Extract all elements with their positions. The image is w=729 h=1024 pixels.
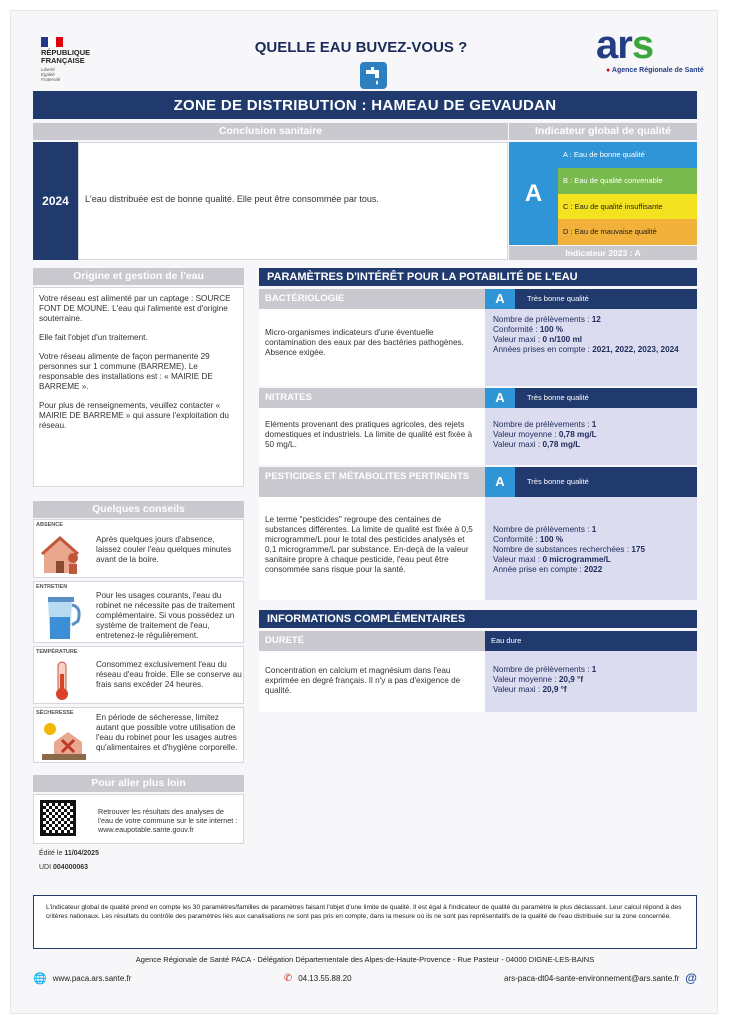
drought-icon: [40, 720, 86, 765]
origin-box: [33, 287, 244, 487]
republique-text: RÉPUBLIQUE FRANÇAISE: [41, 48, 91, 65]
ars-logo: ars ● Agence Régionale de Santé: [596, 23, 704, 74]
stats-box: Nombre de prélèvements : 1 Valeur moyenne : 20,9 °f Valeur maxi : 20,9 °f: [485, 651, 697, 712]
phone-number[interactable]: 04.13.55.88.20: [298, 973, 352, 983]
stats-box: Nombre de prélèvements : 1 Conformité : 100 % Nombre de substances recherchées : 175 Valeur maxi : 0 microgramme/L Année prise en compte : 2022: [485, 497, 697, 600]
filter-jug-icon: [42, 595, 82, 646]
website-link[interactable]: www.paca.ars.sante.fr: [52, 973, 132, 983]
note-text: L'indicateur global de qualité prend en compte les 30 paramètres/familles de paramètres faisant l'objet d'une limite de qualité. Il est égal à l'indicateur de qualité du paramètre le plus déclassant. Leur calcul répond à des critères nationaux. Les résultats du contrôle des paramètres liés aux canalisations ne sont pas pris en compte, dans la mesure où ils ne sont pas représentatifs de la qualité de l'eau distribuée sur la zone concernée.: [46, 904, 682, 920]
advice-text: En période de sécheresse, limitez autant que possible votre utilisation de l'eau du robinet pour les usages autres qu'alimentaires et d'hygiène corporelle.: [96, 713, 238, 752]
grade-badge: A: [485, 388, 515, 408]
origin-paragraph: Elle fait l'objet d'un traitement.: [39, 333, 148, 342]
params-heading: PARAMÈTRES D'INTÉRÊT POUR LA POTABILITÉ DE L'EAU: [259, 268, 697, 286]
origin-paragraph: Votre réseau est alimenté par un captage : SOURCE FONT DE MOUNE. L'eau qui l'alimente est d'origine souterraine.: [39, 294, 231, 323]
advice-heading: Quelques conseils: [33, 501, 244, 518]
origin-paragraph: Votre réseau alimente de façon permanente 29 personnes sur 1 commune (BARREME). Le responsable des installations est : « MAIRIE DE BARREME ».: [39, 352, 213, 391]
advice-text: Consommez exclusivement l'eau du réseau d'eau froide. Elle se conserve au frais sans excéder 24 heures.: [96, 660, 242, 689]
further-text[interactable]: Retrouver les résultats des analyses de l'eau de votre commune sur le site internet : www.eaupotable.sante.gouv.fr: [98, 807, 238, 834]
advice-item: TEMPÉRATURE Consommez exclusivement l'eau du réseau d'eau froide. Elle se conserve au frais sans excéder 24 heures.: [33, 646, 244, 704]
phone-icon: ✆: [283, 972, 293, 984]
previous-indicator: Indicateur 2023 : A: [509, 246, 697, 260]
stats-box: Nombre de prélèvements : 1 Valeur moyenne : 0,78 mg/L Valeur maxi : 0,78 mg/L: [485, 408, 697, 465]
scale-c: C : Eau de qualité insuffisante: [558, 194, 697, 220]
thermometer-icon: [52, 660, 72, 707]
udi: UDI 004000063: [39, 864, 89, 871]
stats-box: Nombre de prélèvements : 12 Conformité : 100 % Valeur maxi : 0 n/100 ml Années prises en compte : 2021, 2022, 2023, 2024: [485, 309, 697, 386]
page-title: QUELLE EAU BUVEZ-VOUS ?: [254, 39, 468, 56]
marianne-logo: [41, 37, 63, 47]
origin-paragraph: Pour plus de renseignements, veuillez contacter « MAIRIE DE BARREME » qui assure l'exploitation du réseau.: [39, 401, 229, 430]
email-link[interactable]: ars-paca-dt04-sante-environnement@ars.sante.fr: [503, 973, 680, 983]
global-grade: A: [509, 142, 558, 245]
param-bacteriologie: BACTÉRIOLOGIE Micro-organismes indicateurs d'une éventuelle contamination des eaux par des bactéries pathogènes. Absence exigée. A Très bonne qualité Nombre de prélèvements : 12 Conformité : 100 % Valeur maxi : 0 n/100 ml Années prises en compte : 2021, 2022, 2023, 2024: [259, 289, 697, 386]
scale-d: D : Eau de mauvaise qualité: [558, 219, 697, 245]
conclusion-text: L'eau distribuée est de bonne qualité. Elle peut être consommée par tous.: [85, 194, 379, 204]
advice-text: Pour les usages courants, l'eau du robinet ne nécessite pas de traitement complémentaire. Si vous possédez un système de traitement de l'eau, entretenez-le régulièrement.: [96, 591, 235, 640]
zone-title: ZONE DE DISTRIBUTION : HAMEAU DE GEVAUDAN: [33, 91, 697, 119]
further-box: [33, 794, 244, 844]
scale-a: A : Eau de bonne qualité: [558, 142, 697, 168]
footer-address: Agence Régionale de Santé PACA - Délégation Départementale des Alpes-de-Haute-Provence - Rue Pasteur - 04000 DIGNE-LES-BAINS: [135, 955, 595, 964]
grade-badge: A: [485, 289, 515, 309]
footer-contacts: [33, 969, 697, 987]
tap-icon: [360, 62, 387, 89]
indicator-heading: Indicateur global de qualité: [509, 123, 697, 140]
further-heading: Pour aller plus loin: [33, 775, 244, 792]
advice-item: SÉCHERESSE En période de sécheresse, limitez autant que possible votre utilisation de l'eau du robinet pour les usages autres qu'alimentaires et d'hygiène corporelle.: [33, 707, 244, 763]
note-box: [33, 895, 697, 949]
advice-text: Après quelques jours d'absence, laissez couler l'eau quelques minutes avant de la boire.: [96, 535, 232, 564]
devise-text: Liberté Égalité Fraternité: [41, 67, 61, 82]
page: [10, 10, 718, 1014]
conclusion-heading: Conclusion sanitaire: [33, 123, 508, 140]
scale-b: B : Eau de qualité convenable: [558, 168, 697, 194]
house-person-icon: [40, 533, 84, 580]
grade-scale: [558, 142, 697, 245]
globe-icon: 🌐: [33, 972, 47, 985]
qr-code-icon[interactable]: [40, 800, 76, 836]
advice-item: ABSENCE Après quelques jours d'absence, laissez couler l'eau quelques minutes avant de la boire.: [33, 519, 244, 578]
param-durete: DURETÉ Concentration en calcium et magnésium dans l'eau exprimée en degré français. Il n'y a pas d'exigence de qualité. Eau dure Nombre de prélèvements : 1 Valeur moyenne : 20,9 °f Valeur maxi : 20,9 °f: [259, 631, 697, 712]
at-icon: @: [685, 971, 697, 985]
edit-date: Édité le 11/04/2025: [39, 850, 99, 857]
conclusion-year: 2024: [33, 142, 78, 260]
param-nitrates: NITRATES Eléments provenant des pratiques agricoles, des rejets domestiques et industriels. La limite de qualité est fixée à 50 mg/L. A Très bonne qualité Nombre de prélèvements : 1 Valeur moyenne : 0,78 mg/L Valeur maxi : 0,78 mg/L: [259, 388, 697, 465]
param-pesticides: PESTICIDES ET MÉTABOLITES PERTINENTS Le terme "pesticides" regroupe des centaines de substances différentes. La limite de qualité est fixée à 0,5 microgramme/L pour le total des pesticides analysés et 0,1 microgramme/L par substance. En-deçà de la valeur sanitaire propre à chaque pesticide, l'eau peut être consommée sans risque pour la santé. A Très bonne qualité Nombre de prélèvements : 1 Conformité : 100 % Nombre de substances recherchées : 175 Valeur maxi : 0 microgramme/L Année prise en compte : 2022: [259, 467, 697, 600]
origin-heading: Origine et gestion de l'eau: [33, 268, 244, 285]
advice-item: ENTRETIEN Pour les usages courants, l'eau du robinet ne nécessite pas de traitement complémentaire. Si vous possédez un système de traitement de l'eau, entretenez-le régulièrement.: [33, 581, 244, 643]
complement-heading: INFORMATIONS COMPLÉMENTAIRES: [259, 610, 697, 628]
grade-badge: A: [485, 467, 515, 497]
